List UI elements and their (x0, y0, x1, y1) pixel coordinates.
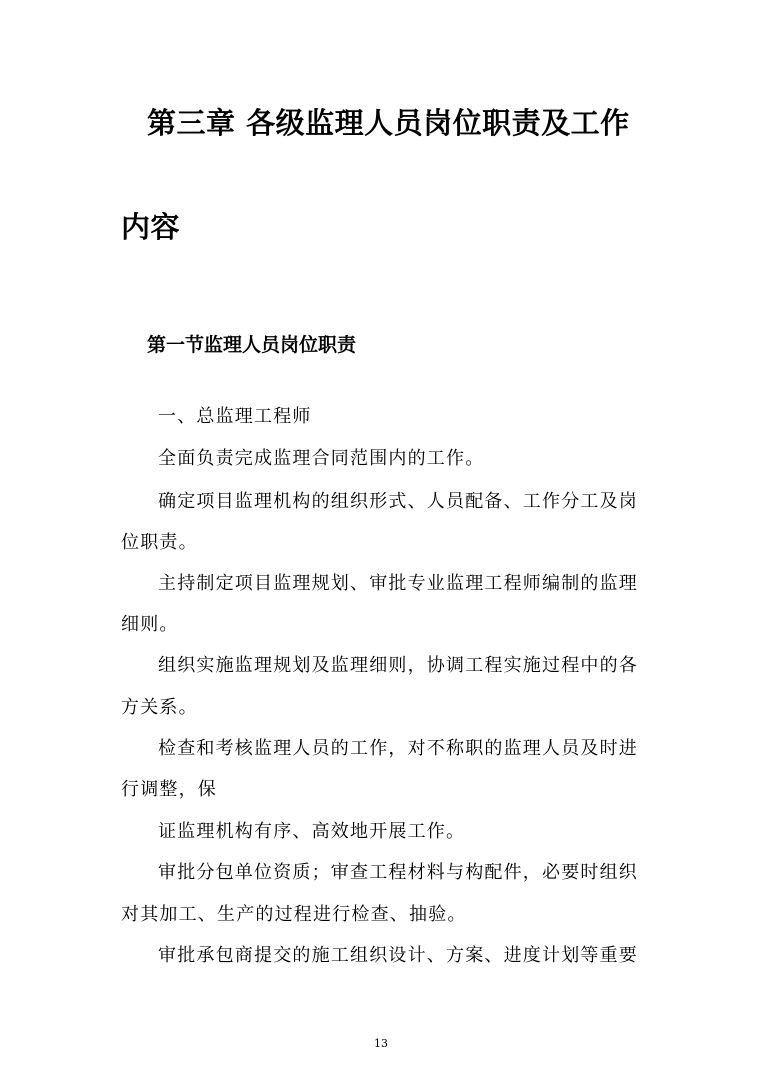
paragraph-line: 确定项目监理机构的组织形式、人员配备、工作分工及岗 (158, 491, 638, 512)
paragraph-line: 证监理机构有序、高效地开展工作。 (158, 821, 466, 842)
paragraph-line: 组织实施监理规划及监理细则，协调工程实施过程中的各 (158, 655, 638, 676)
paragraph-line: 行调整，保 (121, 779, 217, 800)
section-title: 第一节监理人员岗位职责 (147, 334, 357, 356)
paragraph-line: 审批分包单位资质；审查工程材料与构配件，必要时组织 (158, 862, 638, 883)
paragraph-line: 对其加工、生产的过程进行检查、抽验。 (121, 904, 467, 925)
paragraph-line: 审批承包商提交的施工组织设计、方案、进度计划等重要 (158, 945, 638, 966)
chapter-title-line-2: 内容 (121, 210, 181, 244)
paragraph-line: 方关系。 (121, 697, 198, 718)
subsection-title: 一、总监理工程师 (158, 406, 312, 427)
paragraph-line: 主持制定项目监理规划、审批专业监理工程师编制的监理 (158, 573, 638, 594)
paragraph-line: 位职责。 (121, 532, 198, 553)
paragraph-line: 全面负责完成监理合同范围内的工作。 (158, 448, 485, 469)
chapter-title-line-1: 第三章 各级监理人员岗位职责及工作 (147, 106, 630, 140)
paragraph-line: 细则。 (121, 614, 179, 635)
page-number: 13 (374, 1037, 388, 1050)
paragraph-line: 检查和考核监理人员的工作，对不称职的监理人员及时进 (158, 738, 638, 759)
